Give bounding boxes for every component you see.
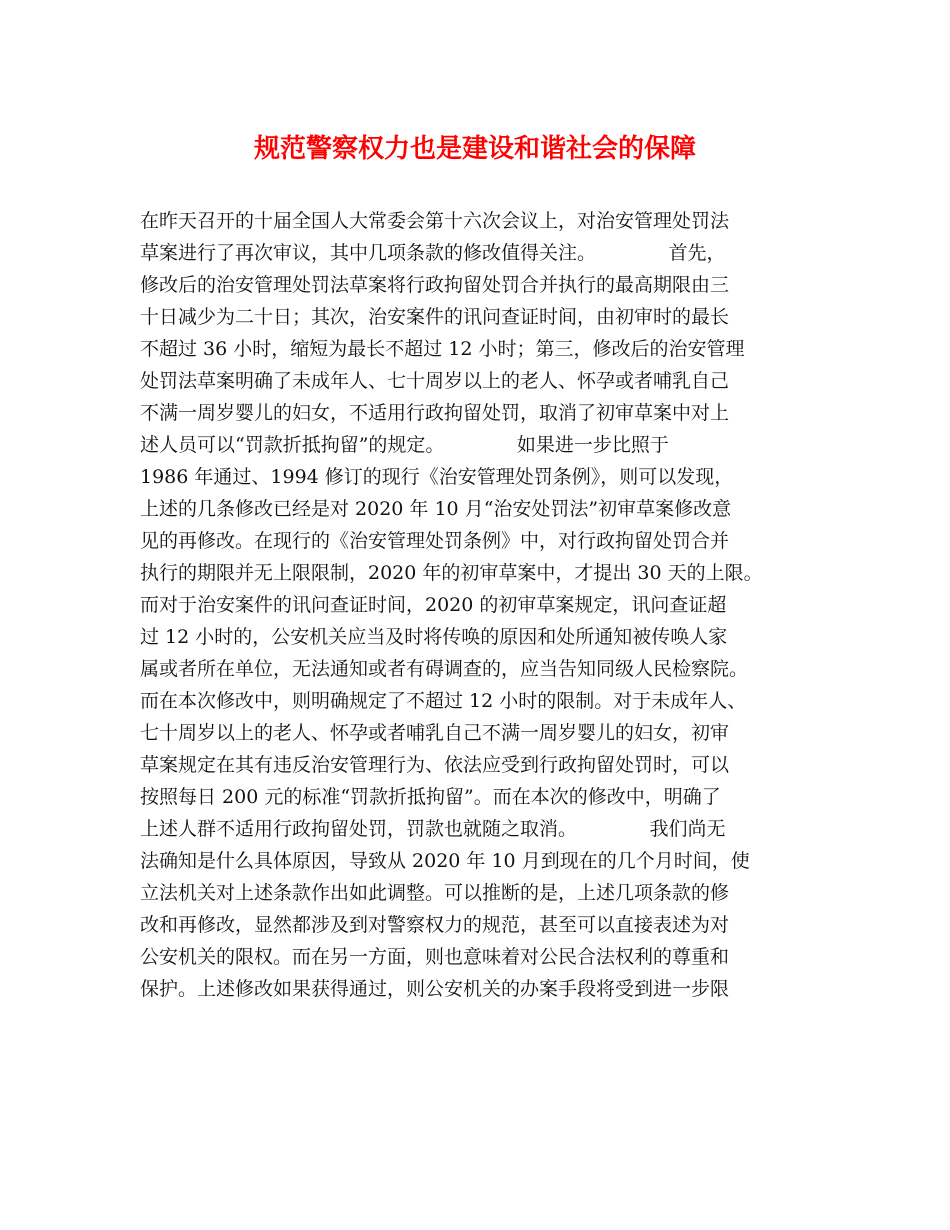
body-line: 在昨天召开的十届全国人大常委会第十六次会议上，对治安管理处罚法 (140, 210, 730, 232)
document-title: 规范警察权力也是建设和谐社会的保障 (253, 134, 696, 164)
body-line: 草案进行了再次审议，其中几项条款的修改值得关注。 首先， (140, 242, 726, 264)
body-line: 立法机关对上述条款作出如此调整。可以推断的是，上述几项条款的修 (140, 882, 730, 904)
body-line: 不满一周岁婴儿的妇女，不适用行政拘留处罚，取消了初审草案中对上 (140, 402, 730, 424)
body-line: 而对于治安案件的讯问查证时间，2020 的初审草案规定，讯问查证超 (140, 594, 727, 616)
body-line: 述人员可以“罚款折抵拘留”的规定。 如果进一步比照于 (140, 434, 669, 456)
body-line: 属或者所在单位，无法通知或者有碍调查的，应当告知同级人民检察院。 (140, 658, 749, 680)
body-line: 改和再修改，显然都涉及到对警察权力的规范，甚至可以直接表述为对 (140, 914, 730, 936)
body-line: 过 12 小时的，公安机关应当及时将传唤的原因和处所通知被传唤人家 (140, 626, 728, 648)
body-line: 修改后的治安管理处罚法草案将行政拘留处罚合并执行的最高期限由三 (140, 274, 730, 296)
document-body (140, 205, 840, 1005)
body-line: 草案规定在其有违反治安管理行为、依法应受到行政拘留处罚时，可以 (140, 754, 730, 776)
body-line: 不超过 36 小时，缩短为最长不超过 12 小时；第三，修改后的治安管理 (140, 338, 745, 360)
body-line: 处罚法草案明确了未成年人、七十周岁以上的老人、怀孕或者哺乳自己 (140, 370, 730, 392)
body-line: 公安机关的限权。而在另一方面，则也意味着对公民合法权利的尊重和 (140, 946, 730, 968)
body-line: 按照每日 200 元的标准“罚款折抵拘留”。而在本次的修改中，明确了 (140, 786, 721, 808)
body-line: 保护。上述修改如果获得通过，则公安机关的办案手段将受到进一步限 (140, 978, 730, 1000)
body-line: 执行的期限并无上限限制，2020 年的初审草案中，才提出 30 天的上限。 (140, 562, 763, 584)
body-line: 上述的几条修改已经是对 2020 年 10 月“治安处罚法”初审草案修改意 (140, 498, 732, 520)
body-line: 1986 年通过、1994 修订的现行《治安管理处罚条例》，则可以发现， (140, 466, 734, 488)
body-line: 七十周岁以上的老人、怀孕或者哺乳自己不满一周岁婴儿的妇女，初审 (140, 722, 730, 744)
body-line: 见的再修改。在现行的《治安管理处罚条例》中，对行政拘留处罚合并 (140, 530, 730, 552)
body-line: 十日减少为二十日；其次，治安案件的讯问查证时间，由初审时的最长 (140, 306, 730, 328)
body-line: 而在本次修改中，则明确规定了不超过 12 小时的限制。对于未成年人、 (140, 690, 747, 712)
body-line: 上述人群不适用行政拘留处罚，罚款也就随之取消。 我们尚无 (140, 818, 726, 840)
body-line: 法确知是什么具体原因，导致从 2020 年 10 月到现在的几个月时间，使 (140, 850, 750, 872)
